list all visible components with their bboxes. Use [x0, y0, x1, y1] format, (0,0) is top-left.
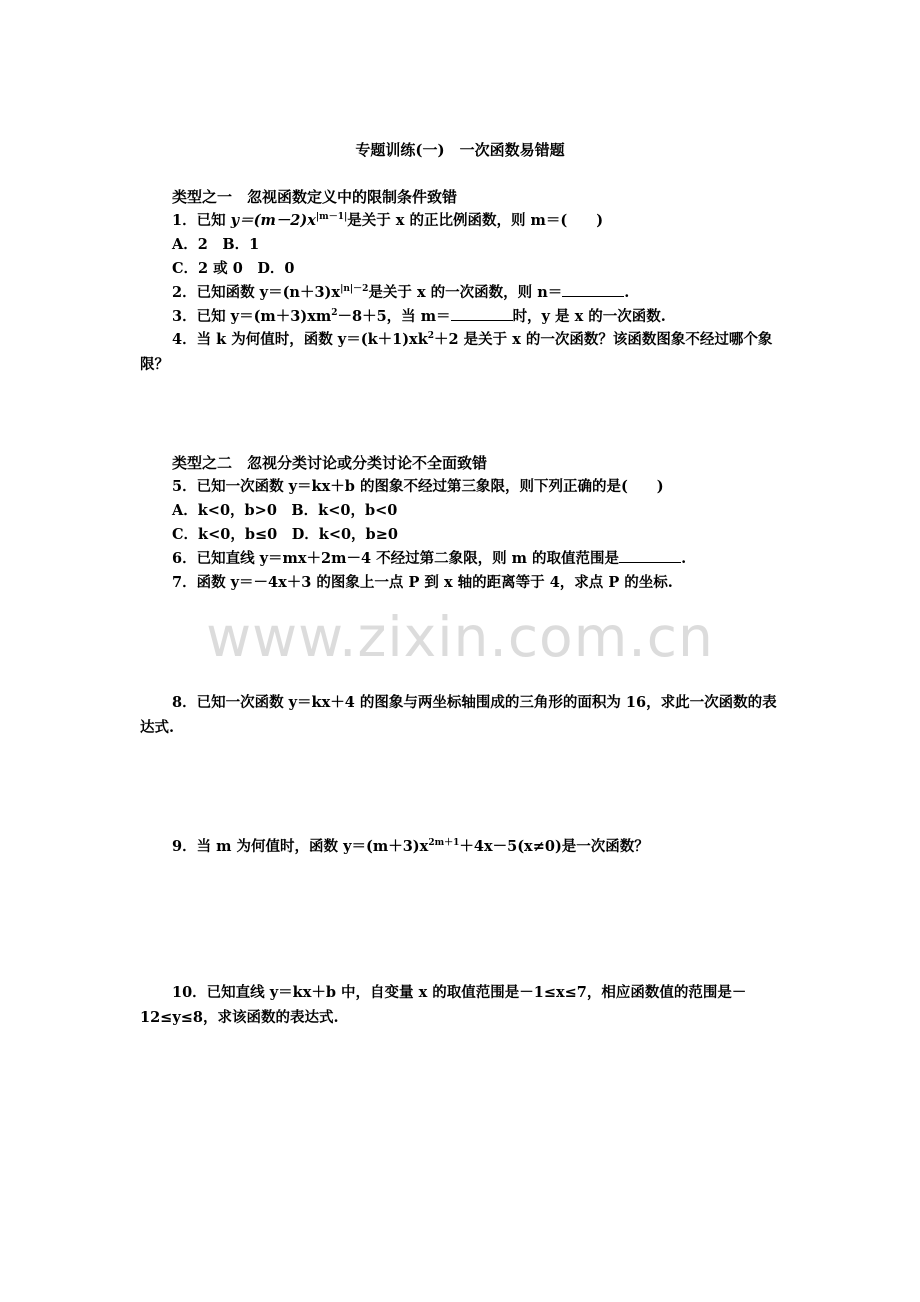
question-6	[172, 550, 686, 568]
q1-expr: y＝(m－2)x	[230, 212, 316, 229]
q2-post: 是关于 x 的一次函数，则 n＝	[368, 284, 563, 301]
question-10: 10．已知直线 y＝kx＋b 中，自变量 x 的取值范围是－1≤x≤7，相应函数值的范围是－12≤y≤8，求该函数的表达式.	[140, 984, 747, 1026]
q1-options-cd: C．2 或 0 D．0	[172, 260, 295, 277]
q5-options-cd: C．k<0，b≤0 D．k<0，b≥0	[172, 526, 398, 543]
q9-post: ＋4x－5(x≠0)是一次函数？	[459, 838, 649, 855]
q6-answer-blank[interactable]	[619, 550, 681, 563]
question-1	[172, 212, 603, 230]
q2-end: .	[624, 284, 630, 301]
q3-answer-blank[interactable]	[451, 308, 513, 321]
question-2	[172, 284, 629, 302]
q9-pre: 9．当 m 为何值时，函数 y＝(m＋3)x	[172, 838, 429, 855]
q3-post: 时，y 是 x 的一次函数.	[512, 308, 666, 325]
question-7: 7．函数 y＝－4x＋3 的图象上一点 P 到 x 轴的距离等于 4，求点 P 的坐标.	[172, 574, 673, 591]
question-8: 8．已知一次函数 y＝kx＋4 的图象与两坐标轴围成的三角形的面积为 16，求此一次函数的表达式.	[140, 694, 777, 736]
q6-end: .	[681, 550, 687, 567]
q3-exponent: 2	[331, 308, 338, 319]
q4-exponent: 2	[427, 331, 435, 342]
q2-answer-blank[interactable]	[562, 284, 624, 297]
q1-post: 是关于 x 的正比例函数，则 m＝( )	[347, 212, 604, 229]
q6-pre: 6．已知直线 y＝mx＋2m－4 不经过第二象限，则 m 的取值范围是	[172, 550, 620, 567]
watermark: www.zixin.com.cn	[206, 605, 714, 669]
q1-pre: 已知	[196, 212, 231, 229]
question-3	[172, 308, 666, 326]
section-heading-2: 类型之二 忽视分类讨论或分类讨论不全面致错	[172, 454, 488, 472]
q1-exponent: |m－1|	[315, 212, 348, 223]
q3-mid: －8＋5，当 m＝	[337, 308, 451, 325]
q2-number: 2．	[172, 284, 197, 301]
page-title: 专题训练(一) 一次函数易错题	[355, 141, 565, 159]
question-9	[172, 838, 649, 856]
section-heading-1: 类型之一 忽视函数定义中的限制条件致错	[172, 188, 458, 206]
q2-exponent: |n|－2	[340, 284, 369, 295]
q4-text-a: 4．当 k 为何值时，函数 y＝(k＋1)xk	[172, 331, 428, 348]
q3-pre: 已知 y＝(m＋3)xm	[196, 308, 332, 325]
q3-number: 3．	[172, 308, 197, 325]
q1-options-ab: A．2 B．1	[172, 236, 260, 253]
q2-pre: 已知函数 y＝(n＋3)x	[196, 284, 341, 301]
q1-number: 1．	[172, 212, 197, 229]
q9-exponent: 2m＋1	[428, 838, 460, 849]
question-4	[140, 327, 782, 377]
q5-options-ab: A．k<0，b>0 B．k<0，b<0	[172, 502, 398, 519]
question-5: 5．已知一次函数 y＝kx＋b 的图象不经过第三象限，则下列正确的是( )	[172, 478, 664, 495]
q4-text-b: ＋2 是关于 x 的一次函数？该函数图象不经过哪个象限？	[140, 331, 773, 373]
